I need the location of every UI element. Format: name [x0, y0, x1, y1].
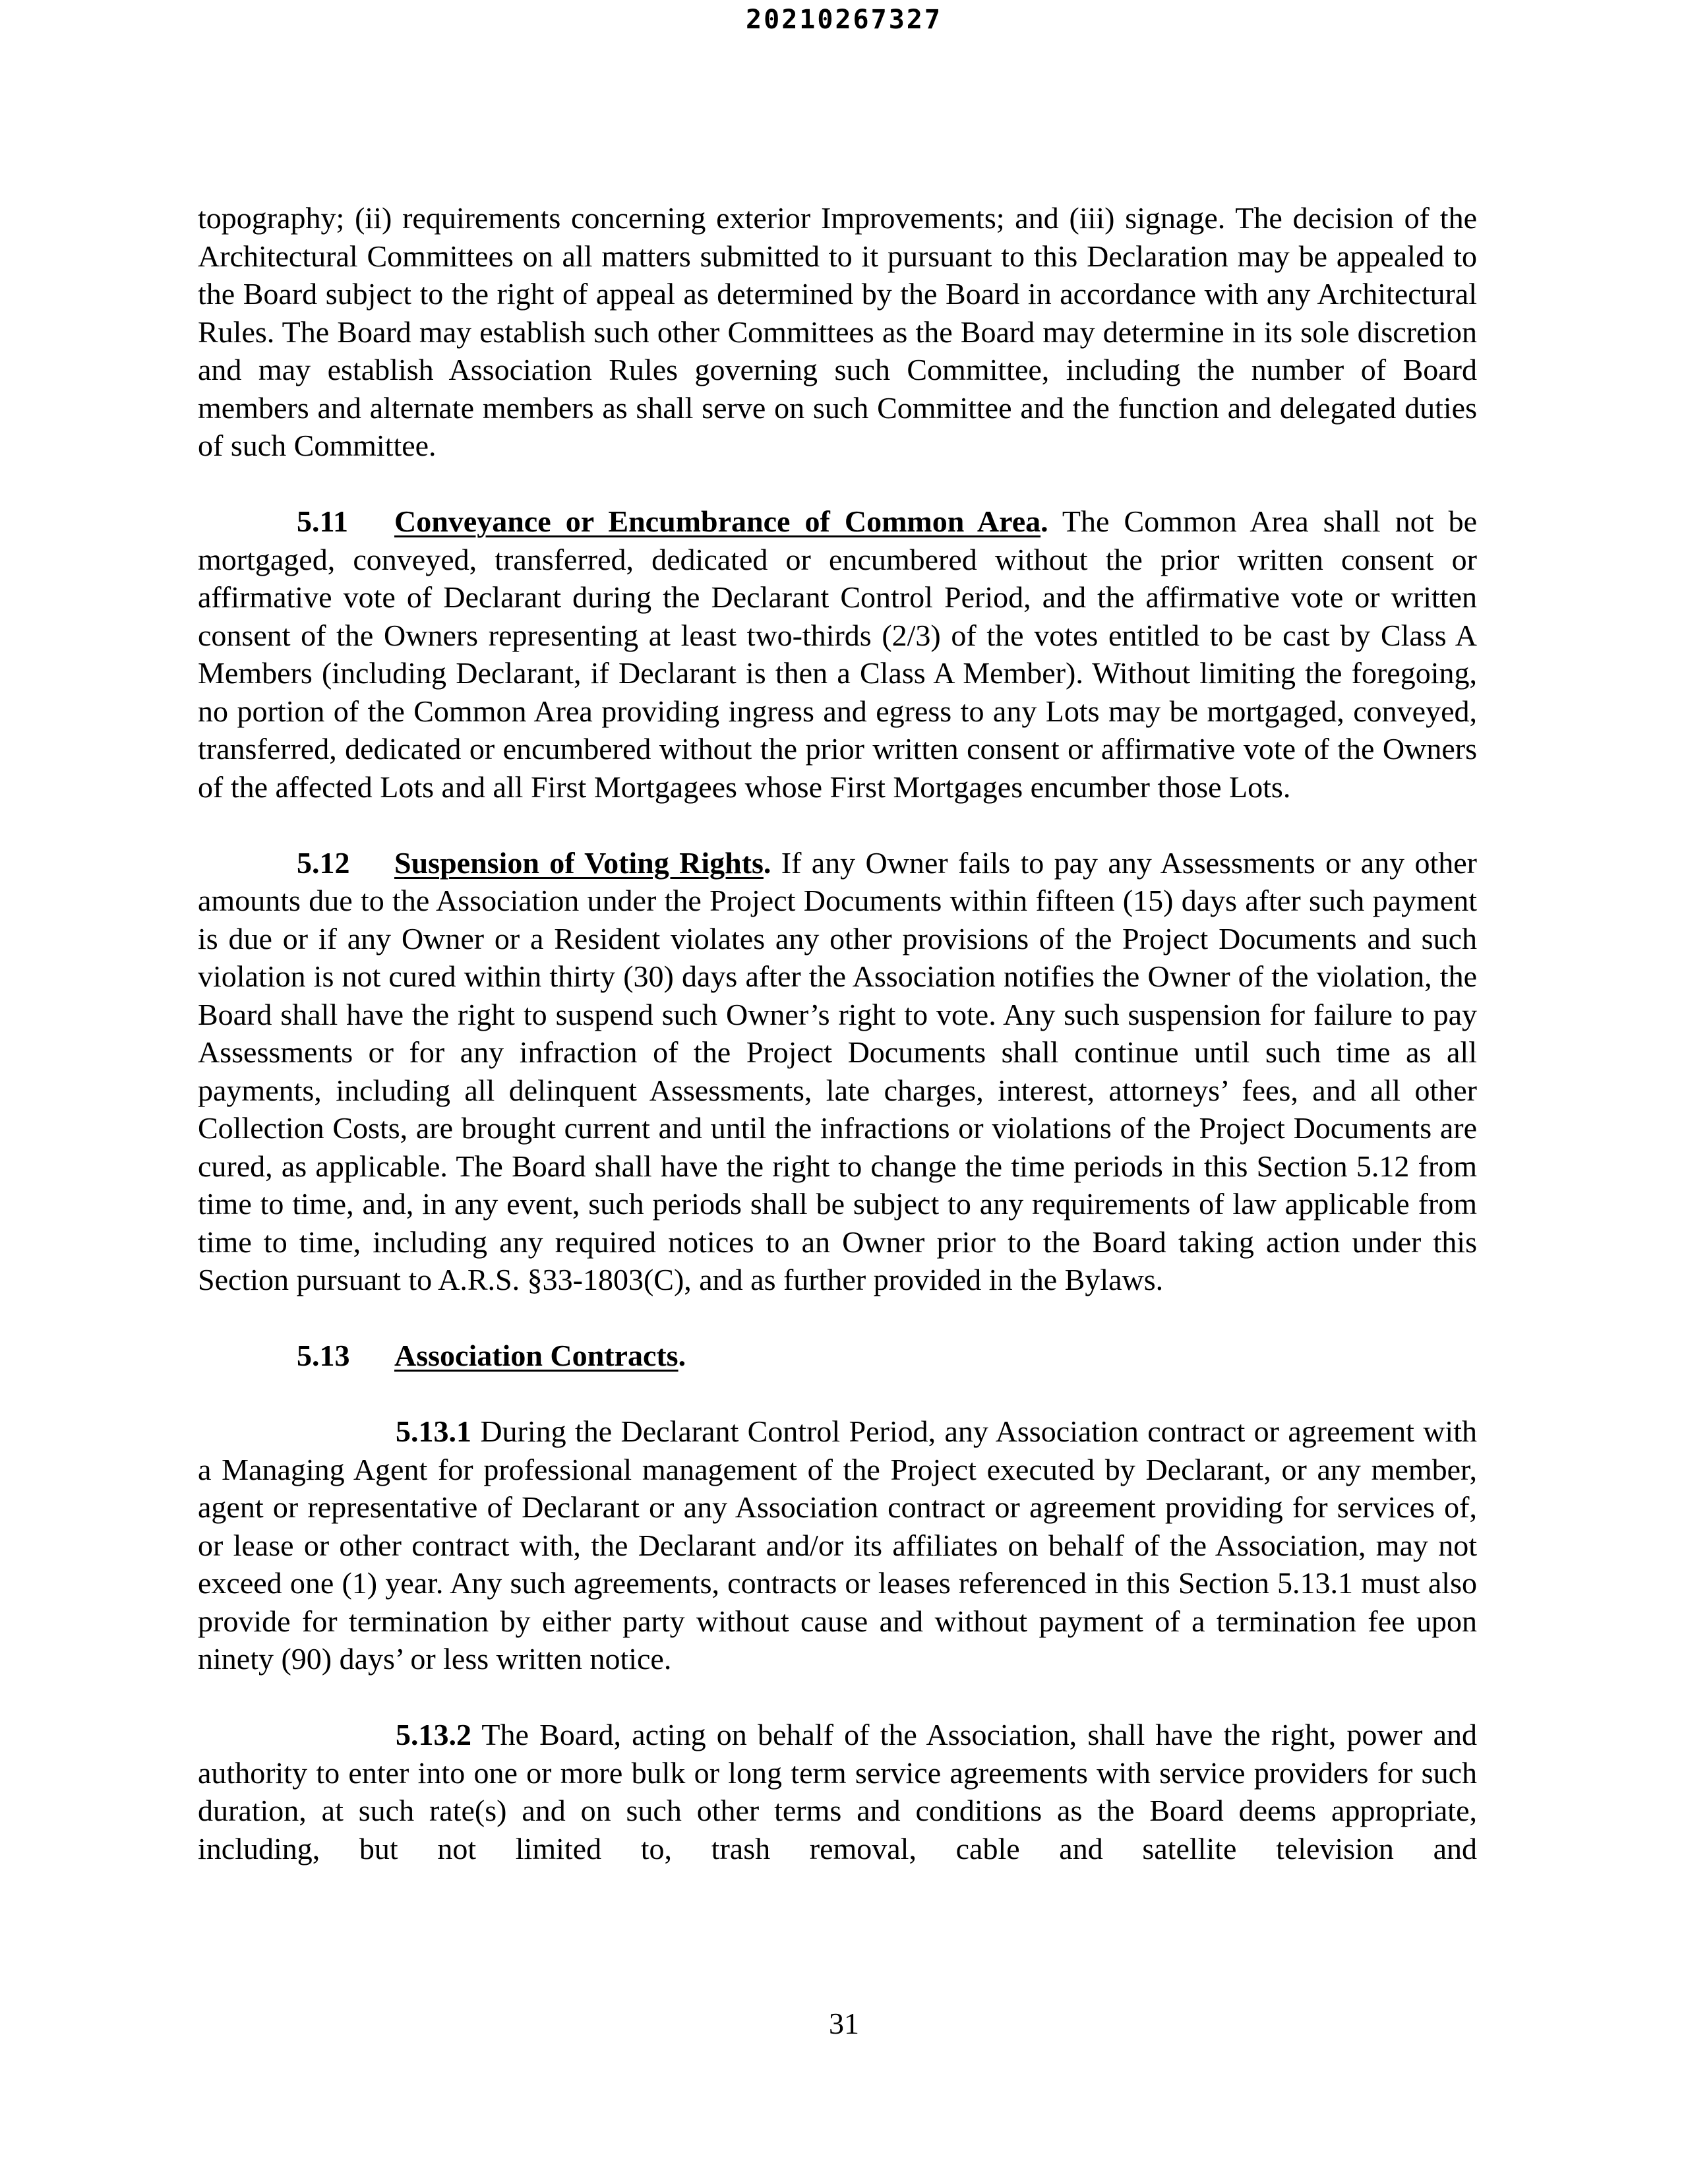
- section-number: 5.12: [297, 845, 350, 880]
- section-number: 5.11: [297, 504, 348, 538]
- section-5-13: [198, 1337, 1477, 1375]
- section-text: The Common Area shall not be mortgaged, conveyed, transferred, dedicated or encumbered without the prior written consent or affirmative vote of Declarant during the Declarant Control Period, and the affirmative vote or written consent of the Owners representing at least two-thirds (2/3) of the votes entitled to be cast by Class A Members (including Declarant, if Declarant is then a Class A Member). Without limiting the foregoing, no portion of the Common Area providing ingress and egress to any Lots may be mortgaged, conveyed, transferred, dedicated or encumbered without the prior written consent or affirmative vote of the Owners of the affected Lots and all First Mortgagees whose First Mortgages encumber those Lots.: [198, 504, 1477, 804]
- section-5-11: [198, 502, 1477, 806]
- section-title-period: .: [678, 1339, 686, 1372]
- section-number: 5.13: [297, 1339, 350, 1372]
- page-number: 31: [829, 2007, 859, 2040]
- section-5-13-2: [198, 1716, 1477, 1867]
- section-title: Conveyance or Encumbrance of Common Area: [394, 504, 1041, 538]
- page-body: [198, 199, 1477, 1906]
- subsection-number: 5.13.2: [396, 1718, 471, 1751]
- section-title: Suspension of Voting Rights: [394, 845, 764, 880]
- section-title-period: .: [1040, 504, 1048, 538]
- section-title: Association Contracts: [394, 1339, 678, 1372]
- document-number: 20210267327: [746, 5, 942, 35]
- section-5-13-1: [198, 1412, 1477, 1678]
- section-5-12: [198, 844, 1477, 1299]
- subsection-number: 5.13.1: [396, 1414, 471, 1448]
- section-text: If any Owner fails to pay any Assessments or any other amounts due to the Association under the Project Documents within fifteen (15) days after such payment is due or if any Owner or a Resident violates any other provisions of the Project Documents and such violation is not cured within thirty (30) days after the Association notifies the Owner of the violation, the Board shall have the right to suspend such Owner’s right to vote. Any such suspension for failure to pay Assessments or for any infraction of the Project Documents shall continue until such time as all payments, including all delinquent Assessments, late charges, interest, attorneys’ fees, and all other Collection Costs, are brought current and until the infractions or violations of the Project Documents are cured, as applicable. The Board shall have the right to change the time periods in this Section 5.12 from time to time, and, in any event, such periods shall be subject to any requirements of law applicable from time to time, including any required notices to an Owner prior to the Board taking action under this Section pursuant to A.R.S. §33-1803(C), and as further provided in the Bylaws.: [198, 845, 1478, 1296]
- subsection-text: The Board, acting on behalf of the Association, shall have the right, power and authority to enter into one or more bulk or long term service agreements with service providers for such duration, at such rate(s) and on such other terms and conditions as the Board deems appropriate, including, but not limited to, trash removal, cable and satellite television and: [198, 1718, 1477, 1866]
- subsection-text: During the Declarant Control Period, any Association contract or agreement with a Managing Agent for professional management of the Project executed by Declarant, or any member, agent or representative of Declarant or any Association contract or agreement providing for services of, or lease or other contract with, the Declarant and/or its affiliates on behalf of the Association, may not exceed one (1) year. Any such agreements, contracts or leases referenced in this Section 5.13.1 must also provide for termination by either party without cause and without payment of a termination fee upon ninety (90) days’ or less written notice.: [198, 1414, 1477, 1676]
- section-title-period: .: [763, 845, 771, 880]
- paragraph-committees: topography; (ii) requirements concerning exterior Improvements; and (iii) signage. The decision of the Architectural Committees on all matters submitted to it pursuant to this Declaration may be appealed to the Board subject to the right of appeal as determined by the Board in accordance with any Architectural Rules. The Board may establish such other Committees as the Board may determine in its sole discretion and may establish Association Rules governing such Committee, including the number of Board members and alternate members as shall serve on such Committee and the function and delegated duties of such Committee.: [198, 201, 1477, 462]
